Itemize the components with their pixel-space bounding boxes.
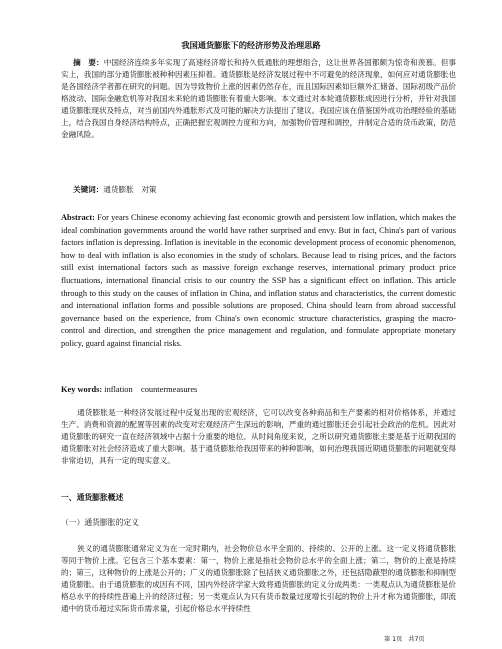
document-title: 我国通货膨胀下的经济形势及治理思路 — [181, 40, 321, 50]
abstract-en-label: Abstract: — [61, 213, 95, 222]
abstract-cn-text: 中国经济连续多年实现了高速经济增长和持久低通胀的理想组合，这让世界各国都颇为惊奇和羡慕。但事实上，我国的部分通货膨胀被种种因素压抑着。通货膨胀是经济发展过程中不可避免的经济现象，如何应对通货膨胀也是各国经济学者都在研究的问题。因为导致物价上涨的因素仍然存在，而且国际因素如巨额外汇储备、国际初级产品价格波动、国际金融危机等对我国未来轮的通货膨胀有着重大影响。本文通过对本轮通货膨胀成因进行分析，并针对我国通货膨胀现状及特点，对当前国内外通胀形式及可能的解决方法提出了建议。我国应该在借鉴国外成功治理经验的基础上，结合我国自身经济结构特点，正确把握宏观调控力度和方向，加强物价管理和调控，并制定合适的货币政策，防范金融风险。 — [61, 58, 457, 139]
keywords-cn — [61, 184, 456, 196]
page-number: 第 1页 — [384, 636, 403, 643]
keywords-en — [61, 384, 456, 397]
abstract-cn-label: 摘 要： — [73, 58, 104, 67]
abstract-en — [61, 212, 456, 351]
abstract-cn — [61, 57, 456, 141]
definition-paragraph — [61, 543, 456, 615]
keywords-en-text: inflation countermeasures — [104, 385, 198, 394]
page-footer — [384, 636, 425, 644]
section-1-1-heading: （一）通货膨胀的定义 — [61, 518, 139, 527]
section-1-heading: 一、通货膨胀概述 — [61, 493, 124, 502]
keywords-en-label: Key words: — [61, 385, 103, 394]
keywords-cn-text: 通货膨胀 对策 — [103, 185, 157, 194]
keywords-cn-label: 关键词： — [73, 185, 104, 194]
abstract-en-text: For years Chinese economy achieving fast economic growth and persistent low inflation, which makes the ideal combination governments around the world have rather surprised and envy. But in fact, China's part of various factors inflation is depressing. Inflation is inevitable in the economic development process of economic phenomenon, how to deal with inflation is also economies in the study of scholars. Because lead to rising prices, and the factors still exist international factors such as massive foreign exchange reserves, international primary product price fluctuations, international financial crisis to our country the SSP has a significant effect on inflation. This article through to this study on the causes of inflation in China, and inflation status and characteristics, the current domestic and international inflation forms and possible solutions are proposed. China should learn from abroad successful governance based on the experience, from China's own economic structure characteristics, grasping the macro-control and direction, and strengthen the price management and regulation, and formulate appropriate monetary policy, guard against financial risks. — [61, 213, 457, 348]
definition-text: 狭义的通货膨胀通常定义为在一定时期内，社会物价总水平全面的、持续的、公开的上涨。这一定义将通货膨胀等同于物价上涨。它包含三个基本要素：第一，物价上涨是指社会物价总水平的全面上涨；第二，物价的上涨是持续的；第三，这种物价的上涨是公开的；广义的通货膨胀除了包括狭义通货膨胀之外，还包括隐蔽型的通货膨胀和抑制型通货膨胀。由于通货膨胀的成因有不同，国内外经济学家大致将通货膨胀的定义分成两类：一类观点认为通货膨胀是价格总水平的持续性普遍上升的经济过程；另一类观点认为只有货币数量过度增长引起的物价上升才称为通货膨胀，即流通中的货币超过实际货币需求量，引起价格总水平持续性 — [61, 544, 456, 613]
intro-paragraph — [61, 407, 456, 467]
page-total: 共7页 — [408, 636, 425, 643]
intro-text: 通货膨胀是一种经济发展过程中反复出现的宏观经济，它可以改变各种商品和生产要素的相对价格体系，并通过生产、消费和资源的配置等因素的改变对宏观经济产生深远的影响，严重的通过膨胀还会引起社会政治的危机。因此对通货膨胀的研究一直在经济领域中占据十分重要的地位。从时间角度来说，之所以研究通货膨胀主要是基于近期我国的通货膨胀对社会经济造成了重大影响。基于通货膨胀给我国带来的种种影响，如何治理我国近期通货膨胀的问题就变得非常迫切，具有一定的现实意义。 — [61, 408, 456, 465]
